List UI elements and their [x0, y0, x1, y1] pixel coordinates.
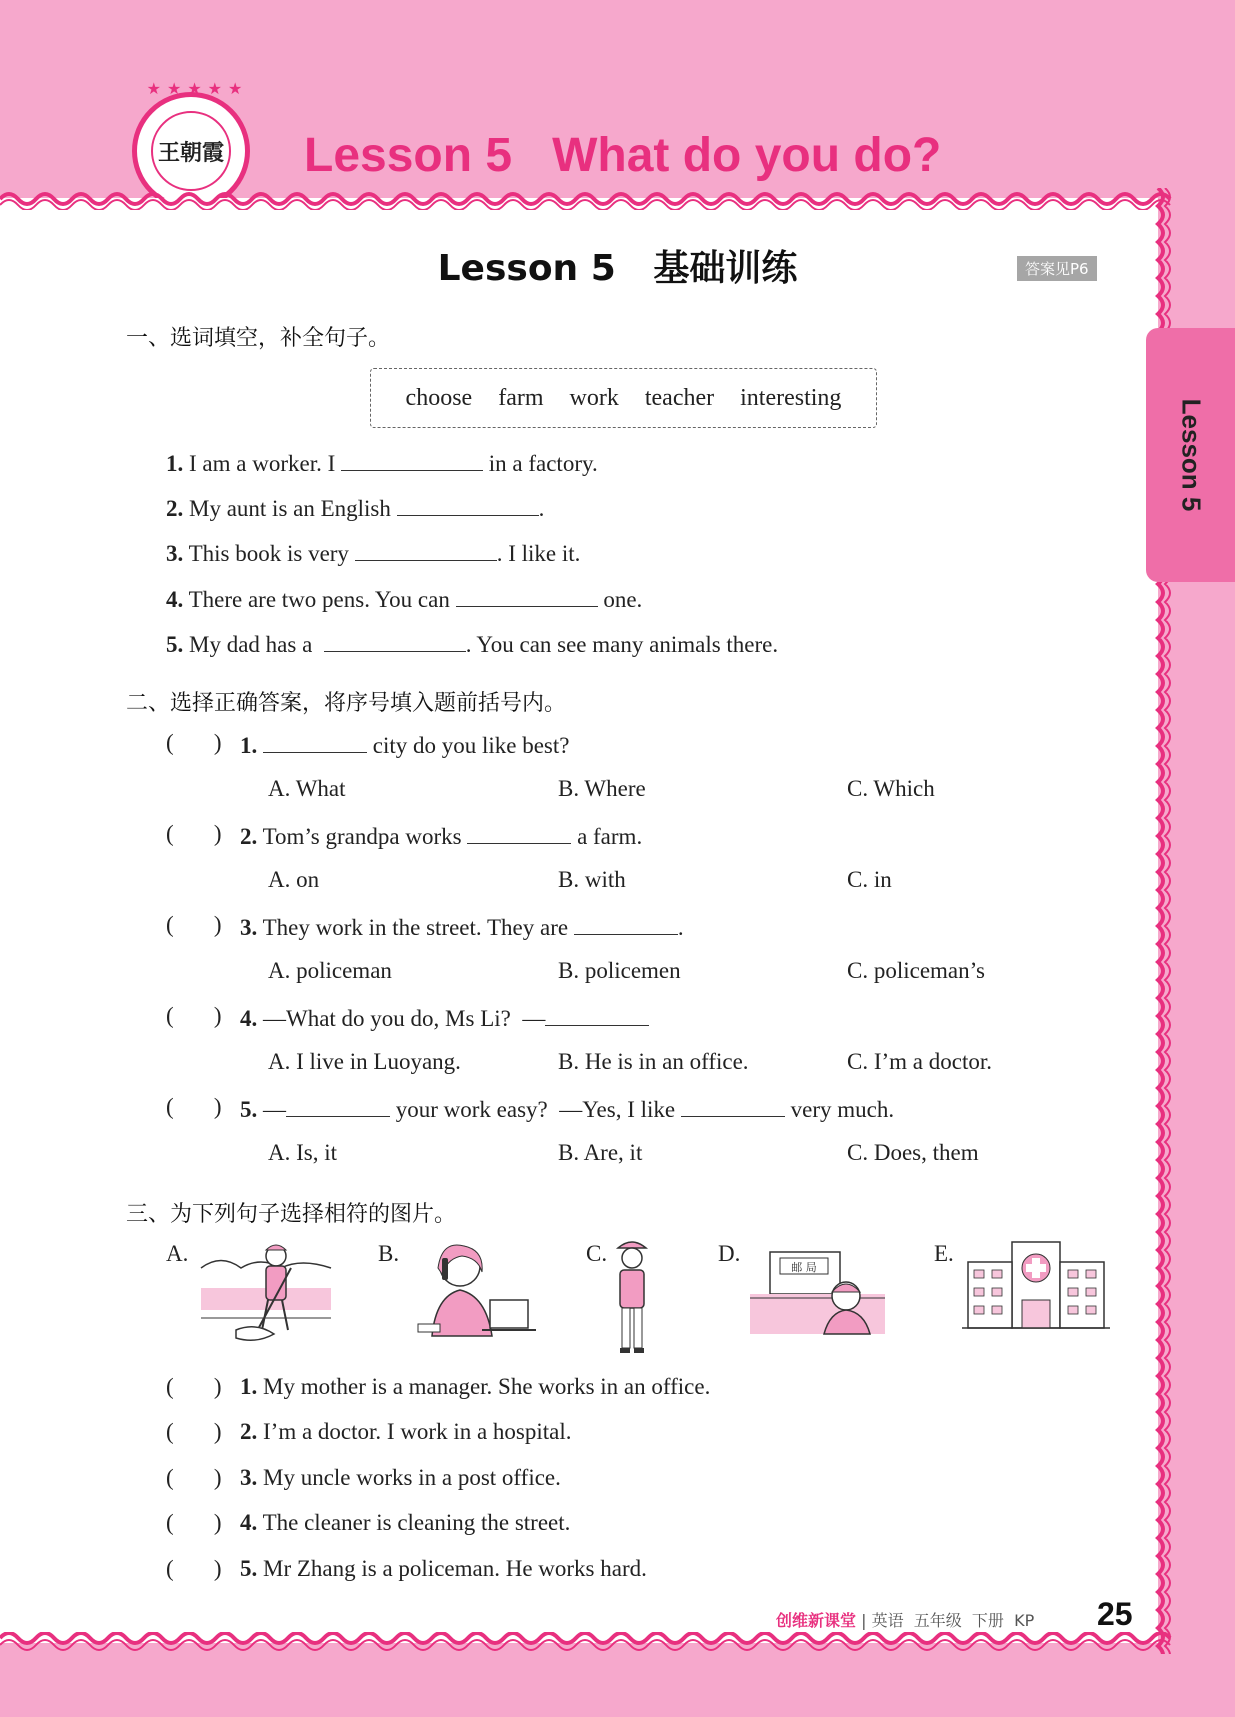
s3-question-4: 4. The cleaner is cleaning the street. — [240, 1510, 571, 1535]
footer-brand: 创维新课堂 — [776, 1611, 857, 1630]
answer-blank[interactable] — [467, 821, 571, 844]
office-manager-phone-icon — [412, 1238, 542, 1343]
picture-label-a: A. — [166, 1241, 189, 1266]
word-bank-item: choose — [405, 384, 473, 411]
option-c[interactable]: C. policeman’s — [847, 958, 985, 983]
picture-label-d: D. — [718, 1241, 741, 1266]
post-office-sign: 邮 局 — [791, 1261, 817, 1274]
s1-question-4: 4. There are two pens. You can one. — [166, 584, 642, 613]
answer-paren[interactable]: ( ) — [166, 1510, 222, 1535]
page-title: Lesson 5 基础训练 — [437, 248, 798, 289]
wavy-border-bottom — [0, 1632, 1185, 1654]
side-tab-label: Lesson 5 — [1176, 398, 1206, 512]
answer-paren[interactable]: ( ) — [166, 821, 222, 846]
option-a[interactable]: A. policeman — [268, 958, 392, 983]
s1-question-3: 3. This book is very . I like it. — [166, 538, 580, 567]
word-bank-item: farm — [498, 384, 544, 411]
answer-blank[interactable] — [263, 730, 367, 753]
option-a[interactable]: A. What — [268, 776, 346, 801]
lesson-heading: Lesson 5 What do you do? — [304, 129, 942, 182]
answer-reference-badge: 答案见P6 — [1017, 256, 1097, 281]
answer-blank[interactable] — [341, 448, 483, 471]
answer-paren[interactable]: ( ) — [166, 1419, 222, 1444]
option-c[interactable]: C. in — [847, 867, 892, 892]
picture-label-e: E. — [934, 1241, 954, 1266]
logo-stars: ★ ★ ★ ★ ★ — [146, 81, 244, 98]
answer-paren[interactable]: ( ) — [166, 1556, 222, 1581]
answer-paren[interactable]: ( ) — [166, 1003, 222, 1028]
s2-question-5: 5. — your work easy? —Yes, I like very much. — [240, 1094, 894, 1123]
section2-heading: 二、选择正确答案，将序号填入题前括号内。 — [126, 691, 567, 716]
answer-blank[interactable] — [355, 538, 497, 561]
s3-question-3: 3. My uncle works in a post office. — [240, 1465, 561, 1490]
picture-label-c: C. — [586, 1241, 608, 1266]
s1-question-1: 1. I am a worker. I in a factory. — [166, 448, 598, 477]
option-c[interactable]: C. I’m a doctor. — [847, 1049, 992, 1074]
answer-paren[interactable]: ( ) — [166, 1094, 222, 1119]
s2-question-4: 4. —What do you do, Ms Li? — — [240, 1003, 649, 1032]
answer-blank[interactable] — [397, 493, 539, 516]
answer-blank[interactable] — [456, 584, 598, 607]
s3-question-5: 5. Mr Zhang is a policeman. He works hard. — [240, 1556, 647, 1581]
side-tab-lesson — [1146, 328, 1235, 582]
page-number: 25 — [1097, 1596, 1133, 1632]
answer-blank[interactable] — [574, 912, 678, 935]
word-bank-item: teacher — [644, 384, 715, 411]
word-bank — [370, 368, 877, 428]
s3-question-2: 2. I’m a doctor. I work in a hospital. — [240, 1419, 572, 1444]
post-office-worker-icon — [750, 1238, 885, 1338]
footer-info: 英语 五年级 下册 KP — [871, 1611, 1035, 1630]
answer-blank[interactable] — [324, 629, 466, 652]
option-c[interactable]: C. Does, them — [847, 1140, 979, 1165]
policeman-icon — [610, 1236, 654, 1358]
s2-question-1: 1. city do you like best? — [240, 730, 570, 759]
option-b[interactable]: B. Are, it — [558, 1140, 643, 1165]
answer-paren[interactable]: ( ) — [166, 1374, 222, 1399]
hospital-building-icon — [962, 1238, 1110, 1334]
option-a[interactable]: A. on — [268, 867, 320, 892]
answer-blank[interactable] — [286, 1094, 390, 1117]
option-b[interactable]: B. policemen — [558, 958, 681, 983]
option-a[interactable]: A. Is, it — [268, 1140, 337, 1165]
cleaner-sweeping-street-icon — [196, 1238, 336, 1350]
logo-text: 王朝霞 — [151, 111, 231, 191]
s1-question-5: 5. My dad has a . You can see many animals there. — [166, 629, 778, 658]
option-c[interactable]: C. Which — [847, 776, 935, 801]
s2-question-2: 2. Tom’s grandpa works a farm. — [240, 821, 642, 850]
page-footer: 创维新课堂 | 英语 五年级 下册 KP — [776, 1611, 1035, 1630]
s2-question-3: 3. They work in the street. They are . — [240, 912, 684, 941]
answer-paren[interactable]: ( ) — [166, 1465, 222, 1490]
answer-paren[interactable]: ( ) — [166, 730, 222, 755]
answer-paren[interactable]: ( ) — [166, 912, 222, 937]
answer-blank[interactable] — [545, 1003, 649, 1026]
wavy-border-top — [0, 188, 1185, 210]
word-bank-item: interesting — [740, 384, 842, 411]
s3-question-1: 1. My mother is a manager. She works in an office. — [240, 1374, 711, 1399]
option-a[interactable]: A. I live in Luoyang. — [268, 1049, 461, 1074]
option-b[interactable]: B. with — [558, 867, 626, 892]
picture-label-b: B. — [378, 1241, 400, 1266]
s1-question-2: 2. My aunt is an English . — [166, 493, 544, 522]
option-b[interactable]: B. Where — [558, 776, 646, 801]
section3-heading: 三、为下列句子选择相符的图片。 — [126, 1202, 457, 1227]
answer-blank[interactable] — [681, 1094, 785, 1117]
word-bank-item: work — [569, 384, 619, 411]
section1-heading: 一、选词填空，补全句子。 — [126, 326, 391, 351]
option-b[interactable]: B. He is in an office. — [558, 1049, 749, 1074]
